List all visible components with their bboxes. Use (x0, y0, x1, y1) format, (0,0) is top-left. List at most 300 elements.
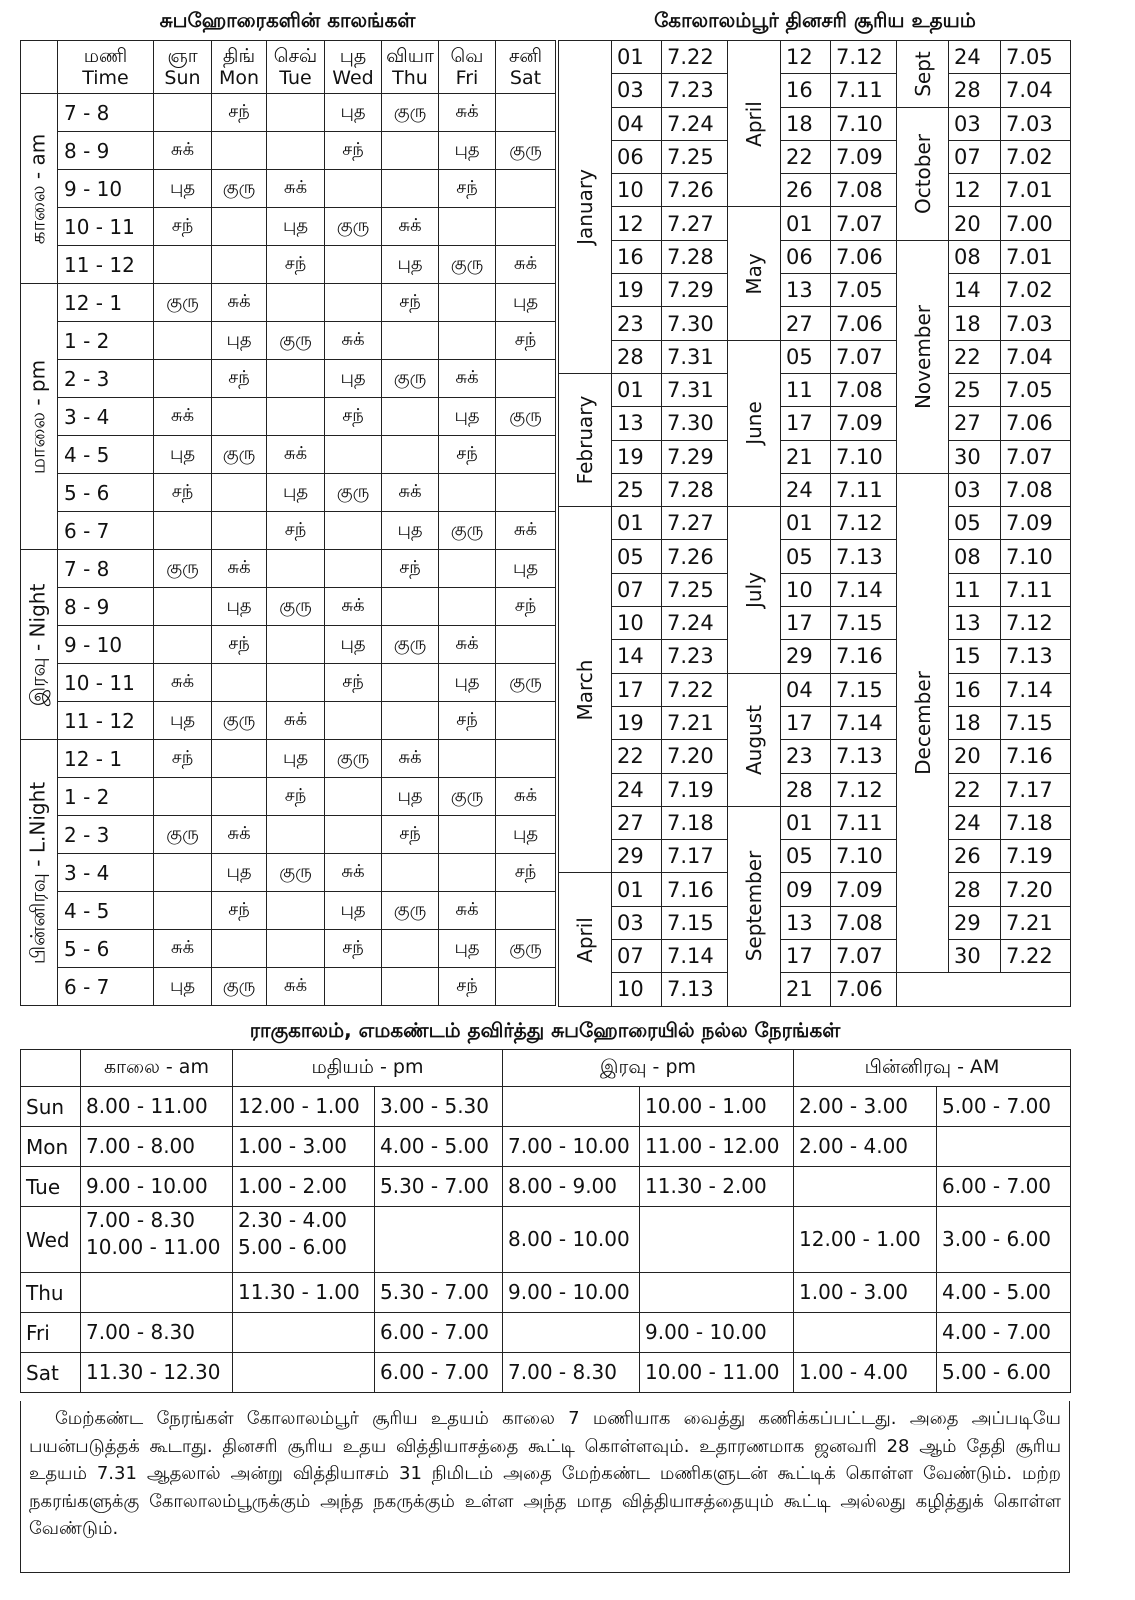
good-cell (81, 1207, 233, 1273)
good-day: Mon (21, 1127, 81, 1167)
good-time: 11.00 - 12.00 (645, 1134, 780, 1158)
good-time: 7.00 - 8.30 (508, 1360, 618, 1384)
hora-cell: சந் (496, 322, 556, 360)
sunrise-time: 7.07 (831, 940, 897, 973)
sunrise-date: 24 (612, 773, 662, 806)
sunrise-time: 7.28 (662, 240, 728, 273)
sunrise-time: 7.22 (662, 41, 728, 74)
hora-cell: சந் (212, 892, 267, 930)
hora-cell (267, 550, 325, 588)
sunrise-time: 7.10 (831, 440, 897, 473)
sunrise-time: 7.11 (831, 806, 897, 839)
sunrise-date: 30 (949, 440, 1001, 473)
sunrise-time: 7.20 (1001, 873, 1071, 906)
sunrise-time: 7.13 (831, 540, 897, 573)
hora-group-label (21, 284, 58, 550)
sunrise-time: 7.04 (1001, 74, 1071, 107)
hora-cell (212, 664, 267, 702)
good-cell (375, 1127, 503, 1167)
hora-cell: சந் (154, 740, 212, 778)
hora-cell (382, 968, 439, 1006)
sunrise-date: 26 (949, 840, 1001, 873)
hora-row (21, 816, 556, 854)
hora-cell (382, 170, 439, 208)
hora-cell: சுக் (154, 664, 212, 702)
sunrise-date: 16 (612, 240, 662, 273)
sunrise-date: 13 (949, 607, 1001, 640)
good-cell (233, 1087, 375, 1127)
hora-header-en: Sun (164, 67, 201, 89)
good-header-row (21, 1050, 1071, 1087)
sunrise-time: 7.28 (662, 473, 728, 506)
hora-slot: 6 - 7 (58, 512, 154, 550)
hora-cell: சந் (325, 664, 382, 702)
sunrise-date: 28 (781, 773, 831, 806)
sunrise-time: 7.11 (1001, 573, 1071, 606)
good-row (21, 1353, 1071, 1393)
sunrise-time: 7.01 (1001, 240, 1071, 273)
hora-cell: சுக் (267, 170, 325, 208)
sunrise-row (559, 207, 1071, 240)
hora-cell: சந் (267, 778, 325, 816)
good-time: 9.00 - 10.00 (645, 1320, 767, 1344)
good-time: 2.00 - 3.00 (799, 1094, 909, 1118)
hora-cell (325, 816, 382, 854)
hora-header-ta: வெ (450, 45, 484, 67)
sunrise-time: 7.06 (831, 307, 897, 340)
hora-cell (382, 436, 439, 474)
hora-cell: சந் (212, 94, 267, 132)
hora-cell: குரு (154, 550, 212, 588)
sunrise-month (897, 473, 949, 972)
sunrise-time: 7.07 (831, 340, 897, 373)
sunrise-row (559, 806, 1071, 839)
sunrise-time: 7.13 (1001, 640, 1071, 673)
hora-cell (439, 588, 496, 626)
hora-header-ta: சனி (508, 45, 543, 67)
hora-header (212, 41, 267, 94)
sunrise-time: 7.27 (662, 507, 728, 540)
hora-cell: குரு (212, 968, 267, 1006)
hora-header-ta: மணி (83, 45, 128, 67)
hora-cell (212, 930, 267, 968)
hora-cell: சுக் (267, 436, 325, 474)
hora-cell: புத (267, 208, 325, 246)
sunrise-date: 11 (949, 573, 1001, 606)
hora-group-text: இரவு - Night (25, 583, 50, 706)
good-time: 6.00 - 7.00 (942, 1174, 1052, 1198)
sunrise-row (559, 74, 1071, 107)
good-day: Thu (21, 1273, 81, 1313)
sunrise-date: 05 (781, 340, 831, 373)
sunrise-row (559, 740, 1071, 773)
good-cell (375, 1313, 503, 1353)
sunrise-date: 10 (781, 573, 831, 606)
good-cell (503, 1273, 640, 1313)
sunrise-time: 7.24 (662, 107, 728, 140)
sunrise-date: 12 (612, 207, 662, 240)
hora-cell (382, 322, 439, 360)
good-time: 5.00 - 6.00 (942, 1360, 1052, 1384)
hora-cell (212, 246, 267, 284)
good-cell (794, 1313, 937, 1353)
hora-cell: சந் (496, 854, 556, 892)
good-cell (503, 1087, 640, 1127)
sunrise-time: 7.11 (831, 74, 897, 107)
sunrise-time: 7.15 (1001, 706, 1071, 739)
sunrise-date: 20 (949, 740, 1001, 773)
sunrise-row (559, 507, 1071, 540)
hora-cell: குரு (439, 246, 496, 284)
sunrise-date: 29 (781, 640, 831, 673)
good-time: 9.00 - 10.00 (508, 1280, 630, 1304)
sunrise-date: 15 (949, 640, 1001, 673)
hora-cell: குரு (439, 778, 496, 816)
sunrise-time: 7.22 (662, 673, 728, 706)
sunrise-row (559, 174, 1071, 207)
sunrise-row (559, 773, 1071, 806)
hora-cell: சந் (212, 360, 267, 398)
sunrise-month-text: January (573, 169, 597, 245)
sunrise-time: 7.30 (662, 407, 728, 440)
hora-cell: சுக் (212, 550, 267, 588)
sunrise-time: 7.07 (1001, 440, 1071, 473)
sunrise-row (559, 440, 1071, 473)
hora-cell: சந் (325, 398, 382, 436)
sunrise-time: 7.08 (831, 174, 897, 207)
good-cell (640, 1167, 794, 1207)
hora-header-en: Time (82, 67, 129, 89)
hora-cell (154, 322, 212, 360)
hora-cell: குரு (382, 892, 439, 930)
hora-header (325, 41, 382, 94)
hora-slot: 8 - 9 (58, 588, 154, 626)
sunrise-date: 05 (612, 540, 662, 573)
sunrise-month-text: March (573, 659, 597, 721)
hora-cell: சுக் (325, 322, 382, 360)
hora-cell (325, 284, 382, 322)
sunrise-date: 01 (612, 507, 662, 540)
hora-corner (21, 41, 58, 94)
hora-slot: 10 - 11 (58, 208, 154, 246)
hora-header-ta: செவ் (273, 45, 318, 67)
sunrise-month (728, 340, 781, 506)
hora-slot: 11 - 12 (58, 702, 154, 740)
hora-row (21, 664, 556, 702)
sunrise-time: 7.16 (831, 640, 897, 673)
hora-cell (382, 930, 439, 968)
sunrise-month (728, 673, 781, 806)
sunrise-date: 05 (781, 540, 831, 573)
hora-cell (496, 208, 556, 246)
sunrise-date: 08 (949, 240, 1001, 273)
sunrise-month-text: November (910, 304, 935, 409)
sunrise-date: 23 (612, 307, 662, 340)
sunrise-row (559, 540, 1071, 573)
hora-cell (325, 778, 382, 816)
sunrise-time: 7.15 (662, 906, 728, 939)
sunrise-time: 7.10 (831, 840, 897, 873)
hora-header-en: Tue (279, 67, 312, 89)
sunrise-date: 23 (781, 740, 831, 773)
good-time: 8.00 - 9.00 (508, 1174, 618, 1198)
sunrise-date: 07 (949, 140, 1001, 173)
hora-slot: 1 - 2 (58, 778, 154, 816)
sunrise-date: 14 (612, 640, 662, 673)
hora-row (21, 854, 556, 892)
hora-header-en: Fri (455, 67, 479, 89)
hora-cell (267, 398, 325, 436)
hora-slot: 11 - 12 (58, 246, 154, 284)
sunrise-date: 06 (781, 240, 831, 273)
hora-row (21, 170, 556, 208)
hora-cell: புத (267, 474, 325, 512)
sunrise-row (559, 673, 1071, 706)
sunrise-time: 7.26 (662, 540, 728, 573)
sunrise-table (558, 40, 1071, 1007)
hora-cell (325, 170, 382, 208)
hora-cell: குரு (496, 930, 556, 968)
good-time: 10.00 - 11.00 (86, 1235, 221, 1259)
sunrise-date: 12 (949, 174, 1001, 207)
good-times-title: ராகுகாலம், எமகண்டம் தவிர்த்து சுபஹோரையில் நல்ல நேரங்கள் (249, 1018, 841, 1042)
hora-cell: சந் (439, 702, 496, 740)
hora-row (21, 398, 556, 436)
sunrise-time: 7.08 (831, 373, 897, 406)
sunrise-row (559, 706, 1071, 739)
good-cell (233, 1313, 375, 1353)
good-cell (81, 1087, 233, 1127)
sunrise-time: 7.08 (1001, 473, 1071, 506)
sunrise-title: கோலாலம்பூர் தினசரி சூரிய உதயம் (654, 8, 976, 32)
good-cell (81, 1313, 233, 1353)
good-time: 11.30 - 2.00 (645, 1174, 767, 1198)
sunrise-date: 17 (781, 407, 831, 440)
sunrise-row (559, 640, 1071, 673)
sunrise-date: 21 (781, 973, 831, 1006)
good-time: 4.00 - 5.00 (380, 1134, 489, 1158)
sunrise-date: 24 (949, 806, 1001, 839)
hora-cell (496, 892, 556, 930)
hora-slot: 4 - 5 (58, 436, 154, 474)
hora-cell: சந் (439, 170, 496, 208)
sunrise-time: 7.24 (662, 607, 728, 640)
sunrise-date: 17 (781, 940, 831, 973)
hora-row (21, 284, 556, 322)
good-cell (640, 1353, 794, 1393)
hora-cell: சுக் (496, 778, 556, 816)
hora-cell: புத (382, 778, 439, 816)
good-cell (375, 1207, 503, 1273)
sunrise-date: 27 (949, 407, 1001, 440)
sunrise-time: 7.31 (662, 373, 728, 406)
sunrise-date: 29 (612, 840, 662, 873)
hora-cell (496, 94, 556, 132)
good-time: 6.00 - 7.00 (380, 1320, 489, 1344)
sunrise-month (728, 41, 781, 207)
hora-slot: 12 - 1 (58, 740, 154, 778)
sunrise-date: 11 (781, 373, 831, 406)
sunrise-time: 7.05 (1001, 373, 1071, 406)
hora-cell (212, 740, 267, 778)
good-cell (937, 1087, 1071, 1127)
hora-cell: புத (325, 360, 382, 398)
sunrise-time: 7.18 (1001, 806, 1071, 839)
good-cell (81, 1353, 233, 1393)
sunrise-date: 18 (949, 307, 1001, 340)
sunrise-time: 7.15 (831, 673, 897, 706)
good-row (21, 1207, 1071, 1273)
hora-slot: 8 - 9 (58, 132, 154, 170)
hora-row (21, 208, 556, 246)
sunrise-date: 10 (612, 174, 662, 207)
sunrise-row (559, 607, 1071, 640)
sunrise-time: 7.14 (1001, 673, 1071, 706)
sunrise-row (559, 573, 1071, 606)
sunrise-date: 21 (781, 440, 831, 473)
good-header: இரவு - pm (503, 1050, 794, 1087)
hora-slot: 1 - 2 (58, 322, 154, 360)
hora-cell: குரு (496, 132, 556, 170)
sunrise-time: 7.20 (662, 740, 728, 773)
hora-cell: சுக் (439, 892, 496, 930)
good-cell (937, 1313, 1071, 1353)
good-cell (640, 1313, 794, 1353)
sunrise-date: 22 (949, 773, 1001, 806)
hora-header-ta: திங் (222, 45, 256, 67)
hora-slot: 3 - 4 (58, 398, 154, 436)
hora-slot: 10 - 11 (58, 664, 154, 702)
good-time: 2.30 - 4.00 (238, 1208, 347, 1232)
hora-group-label (21, 740, 58, 1006)
good-time: 1.00 - 3.00 (799, 1280, 909, 1304)
hora-cell (496, 170, 556, 208)
good-row (21, 1313, 1071, 1353)
hora-cell: புத (496, 550, 556, 588)
hora-cell (325, 702, 382, 740)
sunrise-date: 13 (612, 407, 662, 440)
hora-row (21, 930, 556, 968)
hora-cell (439, 740, 496, 778)
sunrise-time: 7.10 (1001, 540, 1071, 573)
hora-cell: சந் (267, 246, 325, 284)
good-cell (233, 1353, 375, 1393)
good-cell (640, 1087, 794, 1127)
hora-header (154, 41, 212, 94)
hora-row (21, 512, 556, 550)
hora-cell: சுக் (382, 740, 439, 778)
hora-cell (496, 968, 556, 1006)
hora-slot: 9 - 10 (58, 170, 154, 208)
sunrise-time: 7.12 (831, 41, 897, 74)
hora-cell (382, 664, 439, 702)
sunrise-time: 7.07 (831, 207, 897, 240)
hora-cell: சந் (325, 930, 382, 968)
hora-cell (154, 588, 212, 626)
sunrise-date: 03 (612, 906, 662, 939)
good-cell (81, 1127, 233, 1167)
hora-slot: 3 - 4 (58, 854, 154, 892)
sunrise-time: 7.13 (662, 973, 728, 1006)
hora-cell: சுக் (267, 702, 325, 740)
hora-cell: சுக் (382, 474, 439, 512)
sunrise-date: 19 (612, 274, 662, 307)
hora-cell (439, 854, 496, 892)
hora-cell (496, 474, 556, 512)
sunrise-date: 07 (612, 573, 662, 606)
hora-header-ta: புத (339, 45, 367, 67)
good-time: 12.00 - 1.00 (238, 1094, 360, 1118)
hora-cell (154, 360, 212, 398)
hora-cell: சந் (439, 436, 496, 474)
good-cell (375, 1273, 503, 1313)
sunrise-time: 7.16 (1001, 740, 1071, 773)
sunrise-date: 24 (949, 41, 1001, 74)
good-row (21, 1273, 1071, 1313)
sunrise-time: 7.06 (831, 240, 897, 273)
sunrise-month (897, 107, 949, 240)
sunrise-date: 01 (612, 41, 662, 74)
sunrise-time: 7.03 (1001, 307, 1071, 340)
sunrise-date: 28 (612, 340, 662, 373)
hora-cell: குரு (325, 740, 382, 778)
sunrise-date: 05 (949, 507, 1001, 540)
hora-cell: புத (212, 588, 267, 626)
good-cell (503, 1207, 640, 1273)
hora-cell (382, 132, 439, 170)
sunrise-date: 01 (612, 373, 662, 406)
hora-group-text: காலை - am (25, 133, 50, 244)
sunrise-month-text: Sept (910, 51, 935, 97)
good-cell (81, 1273, 233, 1313)
hora-cell: சுக் (212, 816, 267, 854)
sunrise-date: 13 (781, 274, 831, 307)
sunrise-time: 7.17 (1001, 773, 1071, 806)
sunrise-month-text: December (910, 671, 935, 775)
good-row (21, 1127, 1071, 1167)
sunrise-date: 29 (949, 906, 1001, 939)
hora-cell: குரு (382, 626, 439, 664)
hora-row (21, 360, 556, 398)
sunrise-time: 7.03 (1001, 107, 1071, 140)
sunrise-date: 18 (949, 706, 1001, 739)
hora-header-en: Sat (509, 67, 542, 89)
sunrise-date: 06 (612, 140, 662, 173)
hora-row (21, 322, 556, 360)
good-time: 1.00 - 4.00 (799, 1360, 909, 1384)
good-time: 11.30 - 12.30 (86, 1360, 221, 1384)
sunrise-time: 7.14 (831, 706, 897, 739)
sunrise-time: 7.25 (662, 140, 728, 173)
good-time: 1.00 - 2.00 (238, 1174, 347, 1198)
good-time: 10.00 - 11.00 (645, 1360, 780, 1384)
hora-cell (496, 702, 556, 740)
hora-cell: சுக் (496, 512, 556, 550)
hora-cell: குரு (212, 702, 267, 740)
hora-cell: குரு (267, 322, 325, 360)
sunrise-time: 7.14 (831, 573, 897, 606)
hora-row (21, 892, 556, 930)
sunrise-month-text: September (742, 850, 766, 962)
good-cell (375, 1167, 503, 1207)
hora-slot: 7 - 8 (58, 94, 154, 132)
sunrise-time: 7.17 (662, 840, 728, 873)
good-header: மதியம் - pm (233, 1050, 503, 1087)
hora-cell: புத (325, 94, 382, 132)
hora-cell: சுக் (496, 246, 556, 284)
hora-slot: 2 - 3 (58, 816, 154, 854)
good-row (21, 1167, 1071, 1207)
